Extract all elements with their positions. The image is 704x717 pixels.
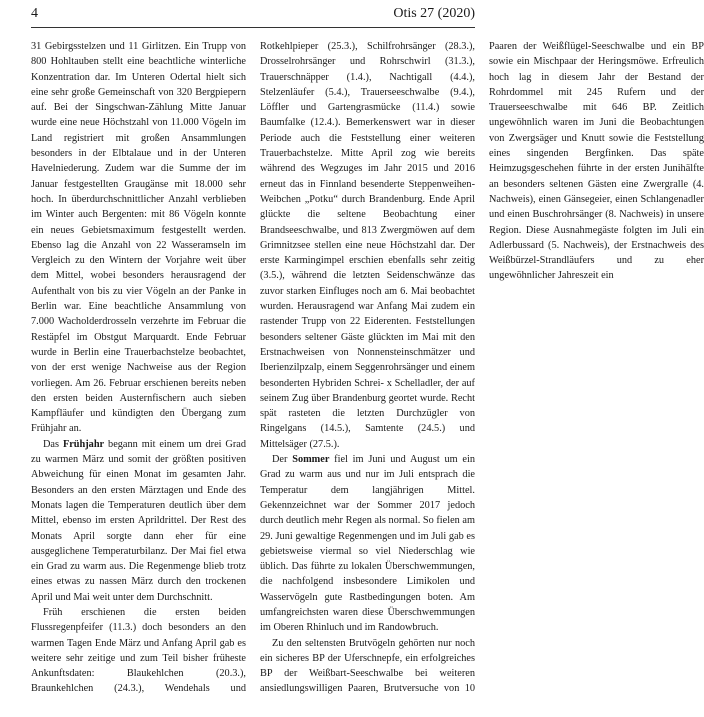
season-term-spring: Frühjahr	[62, 438, 105, 450]
paragraph-spring-weather	[31, 437, 246, 605]
journal-citation: Otis 27 (2020)	[393, 6, 475, 21]
paragraph-winter-continued: 31 Gebirgsstelzen und 11 Girlitzen. Ein Trupp von 800 Hohltauben stellt eine beachtliche winterliche Konzentration dar. Im Unteren Odertal hielt sich eine sehr große Gemeinschaft von 320 Bergpiepern auf. Bei der Singschwan-Zählung Mitte Januar wurde eine neue Höchstzahl von 11.000 Vögeln im Land registriert mit großen Ansammlungen besonders in der Elbtalaue und in der Unteren Havelniederung. Zudem war die Summe der im Januar festgestellten Graugänse mit 18.000 sehr hoch. In überdurchschnittlicher Anzahl verblieben im Winter auch Bergenten: mit 86 Vögeln konnte ein neues Gebietsmaximum festgestellt werden. Ebenso lag die Anzahl von 22 Wasseramseln im Vergleich zu den Wintern der Vorjahre weit über dem Mittel, wobei besonders herausragend der Aufenthalt von bis zu vier Vögeln an der Panke in Berlin war. Eine beachtliche Ansammlung von 7.000 Wacholderdrosseln verzehrte im Februar die Restäpfel im Obstgut Marquardt. Ende Februar wurde in Berlin eine Trauerbachstelze beobachtet, von der erst wenige Nachweise aus der Region vorliegen. Am 26. Februar erschienen bereits neben den ersten beiden Austernfischern auch sieben Kampfläufer und kündigten den Übergang zum Frühjahr an.	[31, 41, 246, 435]
paragraph-text: begann mit einem um drei Grad zu warmen März und somit der größten positiven Abweichung für einen Monat im gesamten Jahr. Besonders an den ersten Märztagen und Ende des Monats lagen die Temperaturen deutlich über dem Mittel, ebenso im ersten Aprildrittel. Der Rest des Monats April sorgte dann eher für eine ausgeglichene Temperaturbilanz. Der Mai fiel etwa ein Grad zu warm aus. Die Regenmenge blieb trotz eines etwas zu nassen März durch den trockenen April und Mai weit unter dem Durchschnitt.	[31, 438, 246, 603]
running-header	[31, 5, 475, 29]
paragraph-text: fiel im Juni und August um ein Grad zu warm aus und nur im Juli entsprach die Temperatur dem langjährigen Mittel. Gekennzeichnet war der Sommer 2017 jedoch durch deutlich mehr Regen als normal. So fielen am 29. Juni gewaltige Regenmengen und im Juli gab es gebietsweise viermal so viel Niederschlag wie üblich. Das führte zu lokalen Überschwemmungen, die nachfolgend insbesondere Limikolen und Wasservögeln gute Rastbedingungen boten. Am umfangreichsten waren diese Überschwemmungen im Oberen Rhinluch und im Randowbruch.	[260, 454, 475, 634]
header-rule	[31, 27, 475, 28]
article-body	[31, 39, 704, 711]
paragraph-summer-weather	[260, 452, 475, 636]
paragraph-spring-birds: Früh erschienen die ersten beiden Flussregenpfeifer (11.3.) doch besonders an den warmen Tagen Ende März und Anfang April gab es weitere sehr zeitige und zum Teil bisher früheste Ankunftsdaten: Blaukehlchen (20.3.), Braunkehlchen (24.3.), Wendehals und Rotkehlpieper (25.3.), Schilfrohrsänger (28.3.), Drosselrohrsänger und Rohrschwirl (31.3.), Trauerschnäpper (1.4.), Nachtigall (4.4.), Stelzenläufer (5.4.), Trauerseeschwalbe (9.4.), Löffler und Gartengrasmücke (11.4.) sowie Baumfalke (12.4.). Bemerkenswert war in dieser Periode auch die Feststellung einer weiteren Trauerbachstelze. Mitte April zog wie bereits während des Wegzuges im Jahr 2015 und 2016 erneut das in Finnland besenderte Steppenweihen-Weibchen „Potku“ durch Brandenburg. Ende April glückte die seltene Beobachtung einer Brandseeschwalbe, und 813 Zwergmöwen auf dem Grimnitzsee stellen eine neue Höchstzahl dar. Der erste Karmingimpel erschien ebenfalls sehr zeitig (3.5.), während die letzten Seidenschwänze das zuvor starken Einfluges noch am 6. Mai beobachtet wurden. Herausragend war Anfang Mai zudem ein rastender Trupp von 22 Eiderenten. Feststellungen besonders seltener Gäste glückten im Mai mit den Erstnachweisen von Nonnensteinschmätzer und Iberienzilpzalp, einem Seggenrohrsänger und einem besonderten Hybriden Schrei- x Schelladler, der auf seinem Zug über Brandenburg geortet wurde. Recht spät rasteten die letzten Durchzügler von Ringelgans (14.5.), Samtente (24.5.) und Mittelsäger (27.5.).	[31, 41, 475, 695]
page-number: 4	[31, 6, 38, 21]
paragraph-breeding-birds: Zu den seltensten Brutvögeln gehörten nur noch ein sicheres BP der Uferschnepfe, ein erfolgreiches BP der Weißbart-Seeschwalbe bei weiteren ansiedlungswilligen Paaren, Brutversuche von 10 Paaren der Weißflügel-Seeschwalbe und ein BP sowie ein Mischpaar der Heringsmöwe. Erfreulich hoch lag in diesem Jahr der Bestand der Rohrdommel mit 245 Rufern und der Trauerseeschwalbe mit 646 BP. Zeitlich ungewöhnlich waren im Juni die Beobachtungen von Zwergsäger und Knutt sowie die Feststellung eines singenden Bergfinken. Das späte Heimzugsgeschehen führte in der ersten Junihälfte an besonders seltenen Gästen eine Zwergralle (4. Nachweis), einen Gänsegeier, einen Schlangenadler und einen Buschrohrsänger (8. Nachweis) in unsere Region. Diese Ausnahmegäste folgten im Juli ein Adlerbussard (5. Nachweis), der Erstnachweis des Weißbürzel-Strandläufers und zu eher ungewöhnlicher Jahreszeit ein	[260, 41, 704, 695]
season-term-summer: Sommer	[292, 454, 330, 466]
lead-text: Das	[43, 438, 63, 450]
lead-text: Der	[272, 454, 293, 466]
